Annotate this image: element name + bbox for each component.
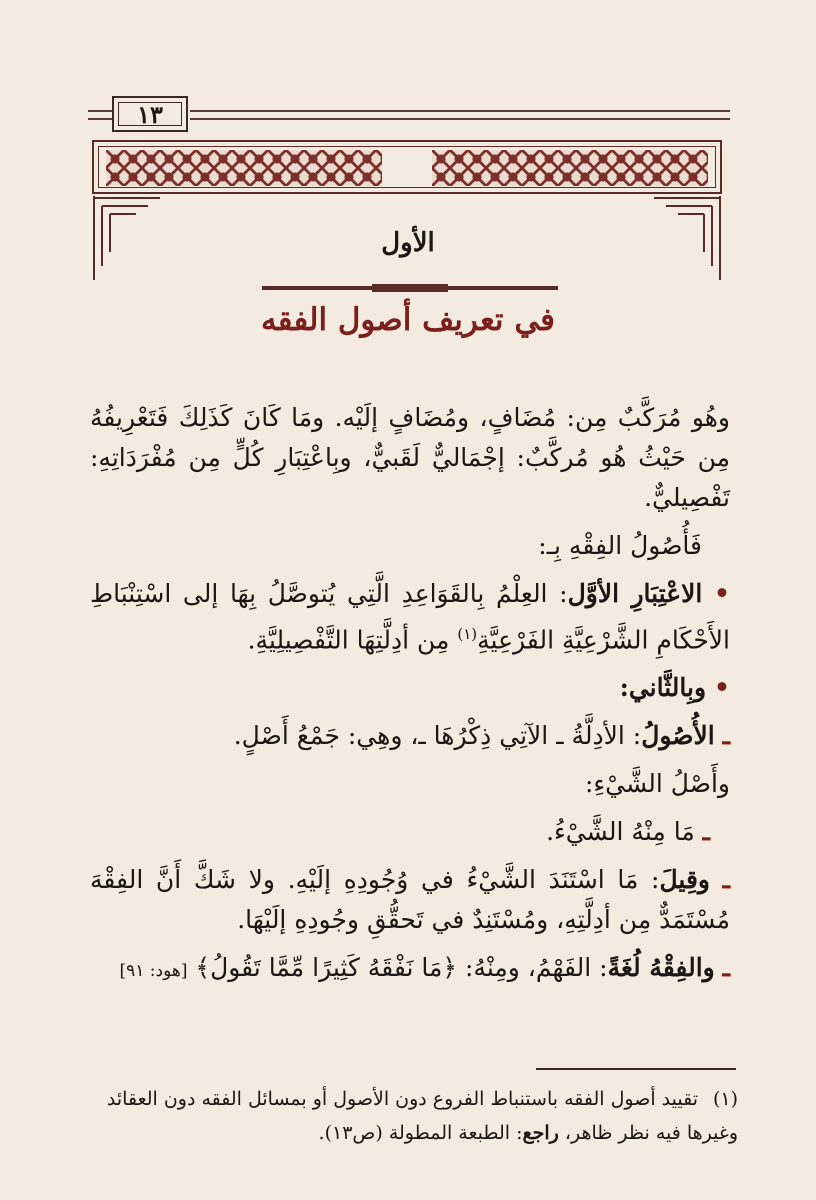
paragraph-second-consideration bbox=[90, 668, 730, 708]
footnote-rule bbox=[536, 1068, 736, 1070]
dash-icon: ـ bbox=[702, 817, 710, 847]
paragraph-fiqh-linguistic bbox=[90, 948, 730, 991]
fiqh-label: والفِقْهُ لُغَةً bbox=[607, 953, 715, 983]
ornament-lattice-right bbox=[432, 150, 708, 186]
first-consideration-text-a: : العِلْمُ بِالقَوَاعِدِ الَّتِي يُتوصَّلُ بِهَا إلى اسْتِنْبَاطِ الأَحْكَامِ الشَّرْعِيَّةِ الفَرْعِيَّةِ bbox=[90, 579, 730, 655]
paragraph-usul-by-text: فَأُصُولُ الفِقْهِ بِـ: bbox=[538, 531, 702, 560]
asl-def-1-text: مَا مِنْهُ الشَّيْءُ. bbox=[546, 817, 695, 847]
header-line-right-2 bbox=[190, 118, 730, 120]
paragraph-asl-def-2 bbox=[90, 860, 730, 940]
ornament-lattice-left bbox=[106, 150, 382, 186]
title-rule-left bbox=[262, 286, 372, 290]
paragraph-intro: وهُو مُرَكَّبٌ مِن: مُضَافٍ، ومُضَافٍ إلَيْه. ومَا كَانَ كَذَلِكَ فَتَعْرِيفُهُ مِن حَيْثُ هُو مُركَّبٌ: إجْمَاليٌّ لَقَبيٌّ، وبِاعْتِبَارِ كُلٍّ مِن مُفْرَدَاتِهِ: تَفْصِيليٌّ. bbox=[90, 403, 730, 512]
paragraph-first-consideration bbox=[90, 574, 730, 660]
footnote-text-a: تقييد أصول الفقه باستنباط الفروع دون الأصول أو بمسائل الفقه دون العقائد وغيرها فيه نظر ظاهر، bbox=[106, 1088, 738, 1144]
chapter-label: الأول bbox=[381, 228, 435, 258]
body-text bbox=[90, 398, 730, 999]
usul-label: الأُصُولُ bbox=[641, 721, 715, 751]
asl-def-2-text: : مَا اسْتَنَدَ الشَّيْءُ في وُجُودِهِ إلَيْهِ. ولا شَكَّ أَنَّ الفِقْهَ مُسْتَمَدٌّ مِن أدِلَّتِهِ، ومُسْتَنِدٌ في تَحقُّقِ وجُودِهِ إلَيْهَا. bbox=[90, 865, 730, 935]
header-line-left bbox=[88, 110, 112, 112]
first-consideration-label: الاعْتِبَارِ الأوَّل bbox=[567, 579, 703, 608]
usul-text: : الأدِلَّةُ ـ الآتِي ذِكْرُهَا ـ، وهِي: جَمْعُ أَصْلٍ. bbox=[233, 721, 642, 751]
footnote-marker[interactable]: (١) bbox=[457, 625, 478, 643]
qila-label: وقِيلَ bbox=[659, 865, 710, 895]
ornament-band bbox=[92, 140, 722, 194]
section-title: في تعريف أصول الفقه bbox=[261, 302, 555, 338]
paragraph-asl-def-1 bbox=[90, 812, 730, 852]
page-number bbox=[112, 96, 188, 132]
footnote-number: (١) bbox=[712, 1088, 738, 1110]
bullet-icon: • bbox=[714, 579, 731, 608]
header-line-left-2 bbox=[88, 118, 112, 120]
footnote-text-b: : الطبعة المطولة (ص١٣). bbox=[318, 1122, 523, 1144]
title-rule-center bbox=[372, 284, 448, 292]
title-rule-right bbox=[448, 286, 558, 290]
quran-reference: [هود: ٩١] bbox=[119, 961, 188, 982]
page-number-text: ١٣ bbox=[137, 99, 163, 129]
footnote bbox=[88, 1082, 738, 1150]
dash-icon: ـ bbox=[722, 953, 730, 983]
bullet-icon: • bbox=[714, 673, 730, 703]
paragraph-usul-definition bbox=[90, 716, 730, 756]
second-consideration-colon: : bbox=[619, 673, 629, 703]
fiqh-text: : الفَهْمُ، ومِنْهُ: ﴿مَا نَفْقَهُ كَثِيرًا مِّمَّا تَقُولُ﴾ bbox=[187, 953, 608, 983]
second-consideration-label: وبِالثَّاني bbox=[628, 673, 707, 703]
footnote-label: راجع bbox=[522, 1122, 559, 1144]
paragraph-asl-heading: وأَصْلُ الشَّيْءِ: bbox=[584, 769, 730, 799]
paragraph-usul-by bbox=[90, 526, 730, 566]
dash-icon: ـ bbox=[722, 721, 730, 751]
dash-icon: ـ bbox=[722, 865, 730, 895]
first-consideration-text-b: مِن أدِلَّتِهَا التَّفْصِيلِيَّةِ. bbox=[247, 625, 458, 655]
header-line-right bbox=[190, 110, 730, 112]
